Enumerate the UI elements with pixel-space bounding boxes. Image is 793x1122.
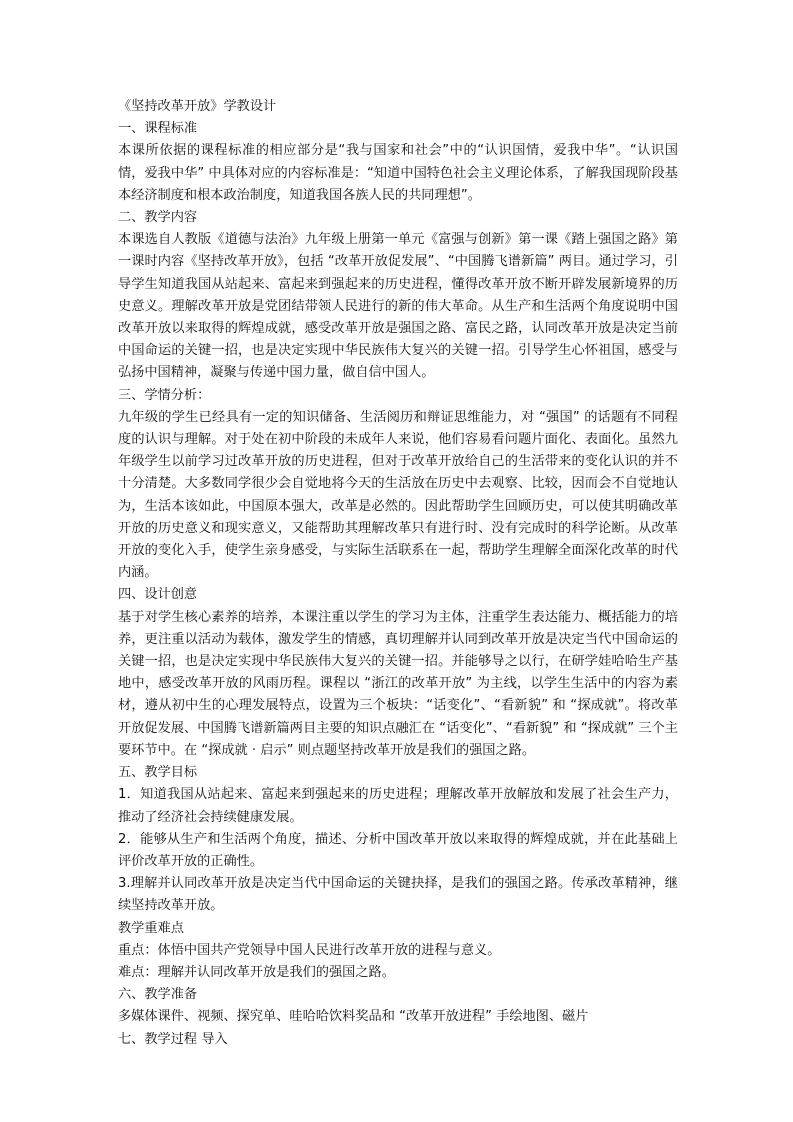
section-heading-design-idea: 四、设计创意 [118,587,198,603]
section-heading-key-points: 教学重难点 [118,920,184,936]
document-page [118,96,678,1051]
paragraph-teaching-content: 本课选自人教版《道德与法治》九年级上册第一单元《富强与创新》第一课《踏上强国之路》第一课时内容《坚持改革开放》，包括 “改革开放促发展”、“中国腾飞谱新篇” 两目。通过学习，引导学生知道我国从站起来、富起来到强起来的历史进程，懂得改革开放不断开辟发展新境界的历史意义。理解改革开放是党团结带领人民进行的新的伟大革命。从生产和生活两个角度说明中国改革开放以来取得的辉煌成就，感受改革开放是强国之路、富民之路，认同改革开放是决定当前中国命运的关键一招，也是决定实现中华民族伟大复兴的关键一招。引导学生心怀祖国，感受与弘扬中国精神，凝聚与传递中国力量，做自信中国人。 [118,232,678,381]
section-heading-teaching-goals: 五、教学目标 [118,765,198,781]
section-heading-preparation: 六、教学准备 [118,987,198,1003]
difficulty-text: 难点：理解并认同改革开放是我们的强国之路。 [118,964,395,980]
section-heading-curriculum-standard: 一、课程标准 [118,121,198,137]
key-point-text: 重点：体悟中国共产党领导中国人民进行改革开放的进程与意义。 [118,942,501,958]
document-title: 《坚持改革开放》学教设计 [118,99,277,114]
section-heading-teaching-process: 七、教学过程 导入 [118,1031,228,1047]
section-heading-learner-analysis: 三、学情分析： [118,387,211,403]
paragraph-design-idea: 基于对学生核心素养的培养，本课注重以学生的学习为主体，注重学生表达能力、概括能力的培养，更注重以活动为载体，激发学生的情感，真切理解并认同到改革开放是决定当代中国命运的关键一招，也是决定实现中华民族伟大复兴的关键一招。并能够导之以行，在研学娃哈哈生产基地中，感受改革开放的风雨历程。课程以 “浙江的改革开放” 为主线，以学生生活中的内容为素材，遵从初中生的心理发展特点，设置为三个板块：“话变化”、“看新貌” 和 “探成就”。将改革开放促发展、中国腾飞谱新篇两目主要的知识点融汇在 “话变化”、“看新貌” 和 “探成就” 三个主要环节中。在 “探成就 · 启示” 则点题坚持改革开放是我们的强国之路。 [118,609,678,758]
goal-item-1: 1．知道我国从站起来、富起来到强起来的历史进程；理解改革开放解放和发展了社会生产力，推动了经济社会持续健康发展。 [118,787,678,825]
paragraph-preparation: 多媒体课件、视频、探究单、哇哈哈饮料奖品和 “改革开放进程” 手绘地图、磁片 [118,1009,589,1025]
paragraph-curriculum-standard: 本课所依据的课程标准的相应部分是“我与国家和社会”中的“认识国情，爱我中华”。“认识国情，爱我中华” 中具体对应的内容标准是：“知道中国特色社会主义理论体系，了解我国现阶段基本经济制度和根本政治制度，知道我国各族人民的共同理想”。 [118,143,678,203]
goal-item-2: 2．能够从生产和生活两个角度，描述、分析中国改革开放以来取得的辉煌成就，并在此基础上评价改革开放的正确性。 [118,831,678,869]
section-heading-teaching-content: 二、教学内容 [118,210,198,226]
goal-item-3: 3.理解并认同改革开放是决定当代中国命运的关键抉择，是我们的强国之路。传承改革精神，继续坚持改革开放。 [118,876,678,914]
paragraph-learner-analysis: 九年级的学生已经具有一定的知识储备、生活阅历和辩证思维能力，对 “强国” 的话题有不同程度的认识与理解。对于处在初中阶段的未成年人来说，他们容易看问题片面化、表面化。虽然九年级学生以前学习过改革开放的历史进程，但对于改革开放给自己的生活带来的变化认识的并不十分清楚。大多数同学很少会自觉地将今天的生活放在历史中去观察、比较，因而会不自觉地认为，生活本该如此，中国原本强大，改革是必然的。因此帮助学生回顾历史，可以使其明确改革开放的历史意义和现实意义，又能帮助其理解改革只有进行时、没有完成时的科学论断。从改革开放的变化入手，使学生亲身感受，与实际生活联系在一起，帮助学生理解全面深化改革的时代内涵。 [118,409,678,581]
